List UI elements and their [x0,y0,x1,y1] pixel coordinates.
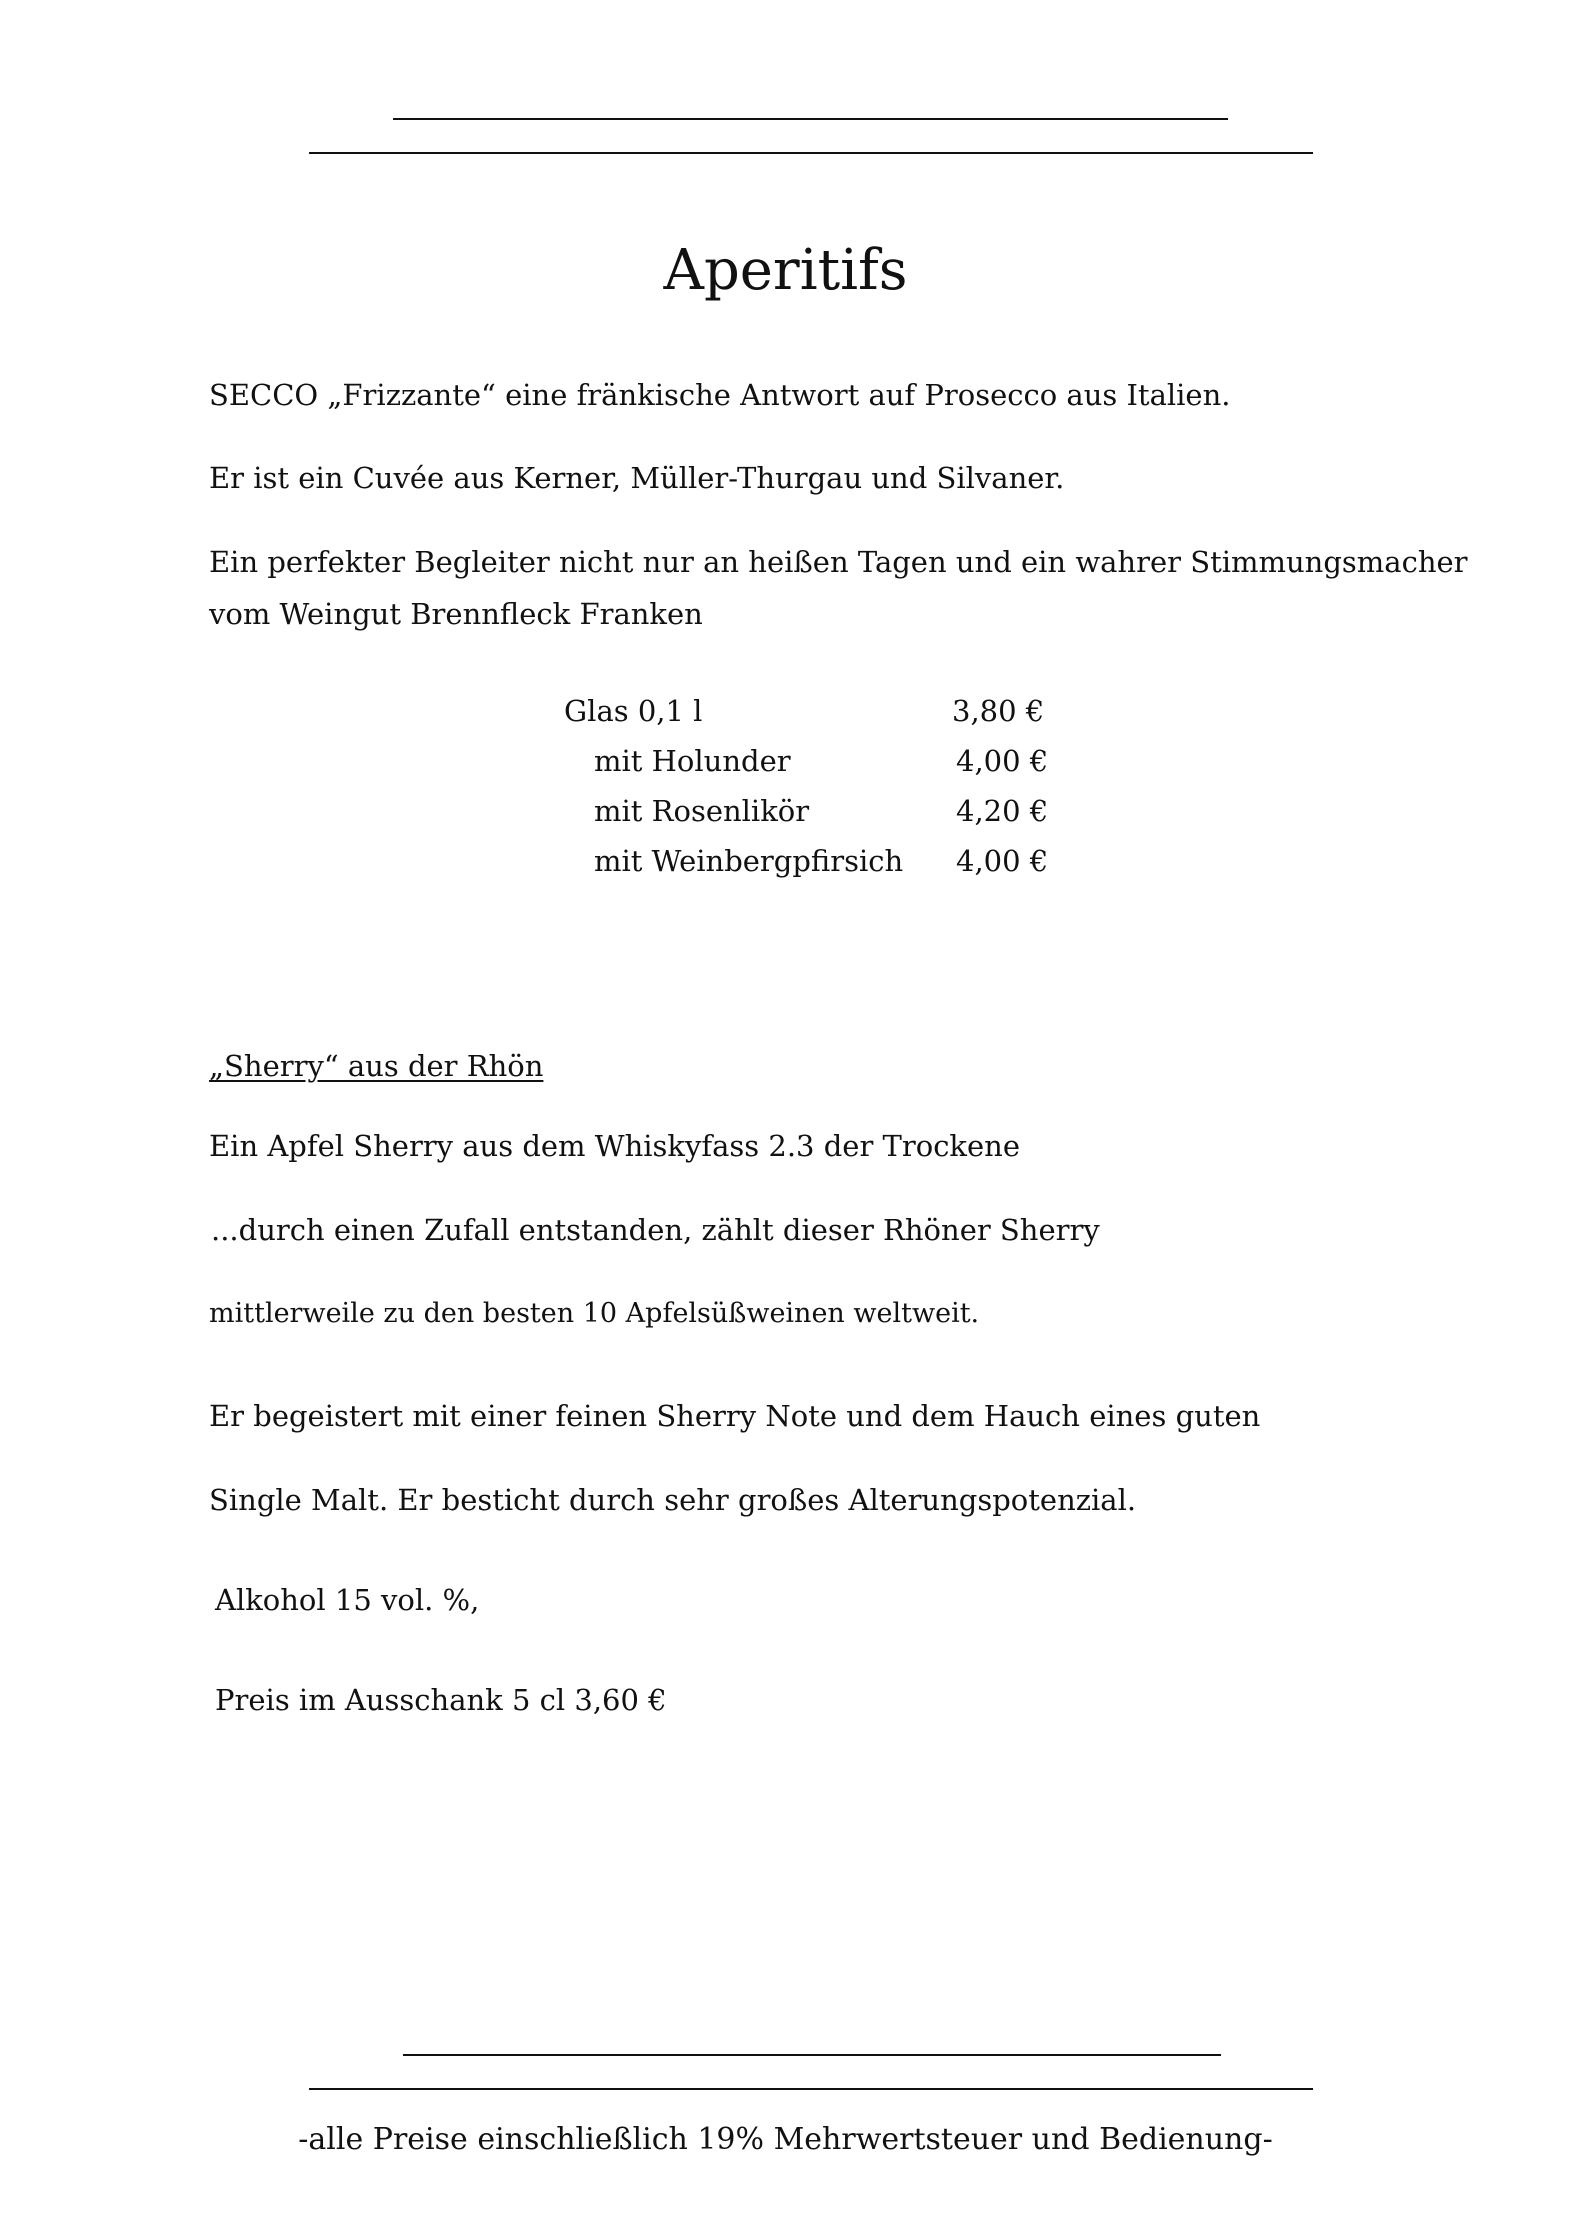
top-rule-long [309,152,1313,154]
price-item-name: Glas 0,1 l [564,694,703,728]
price-item-value: 4,00 € [956,844,1049,878]
bottom-rule-short [403,2054,1221,2056]
sherry-line2: ...durch einen Zufall entstanden, zählt dieser Rhöner Sherry [211,1213,1100,1247]
price-item-value: 4,20 € [956,794,1049,828]
sherry-line3: mittlerweile zu den besten 10 Apfelsüßweinen weltweit. [209,1298,980,1329]
price-item-name: mit Rosenlikör [594,794,810,828]
sherry-line4: Er begeistert mit einer feinen Sherry Note und dem Hauch eines guten [209,1399,1261,1433]
footer-note: -alle Preise einschließlich 19% Mehrwertsteuer und Bedienung- [298,2122,1273,2157]
sherry-alcohol: Alkohol 15 vol. %, [215,1583,480,1617]
secco-intro: SECCO „Frizzante“ eine fränkische Antwort auf Prosecco aus Italien. [209,378,1231,412]
sherry-price: Preis im Ausschank 5 cl 3,60 € [215,1683,667,1717]
page-title: Aperitifs [663,238,908,303]
sherry-line5: Single Malt. Er besticht durch sehr großes Alterungspotenzial. [209,1483,1137,1517]
sherry-heading: „Sherry“ aus der Rhön [209,1049,544,1083]
secco-cuvee: Er ist ein Cuvée aus Kerner, Müller-Thurgau und Silvaner. [209,461,1065,495]
bottom-rule-long [309,2088,1313,2090]
secco-description-line2: vom Weingut Brennfleck Franken [209,597,703,631]
price-item-name: mit Holunder [594,744,791,778]
price-item-name: mit Weinbergpfirsich [594,844,904,878]
price-item-value: 4,00 € [956,744,1049,778]
secco-description-line1: Ein perfekter Begleiter nicht nur an heißen Tagen und ein wahrer Stimmungsmacher [209,545,1468,579]
sherry-line1: Ein Apfel Sherry aus dem Whiskyfass 2.3 der Trockene [209,1129,1021,1163]
price-item-value: 3,80 € [952,694,1045,728]
top-rule-short [393,118,1228,120]
